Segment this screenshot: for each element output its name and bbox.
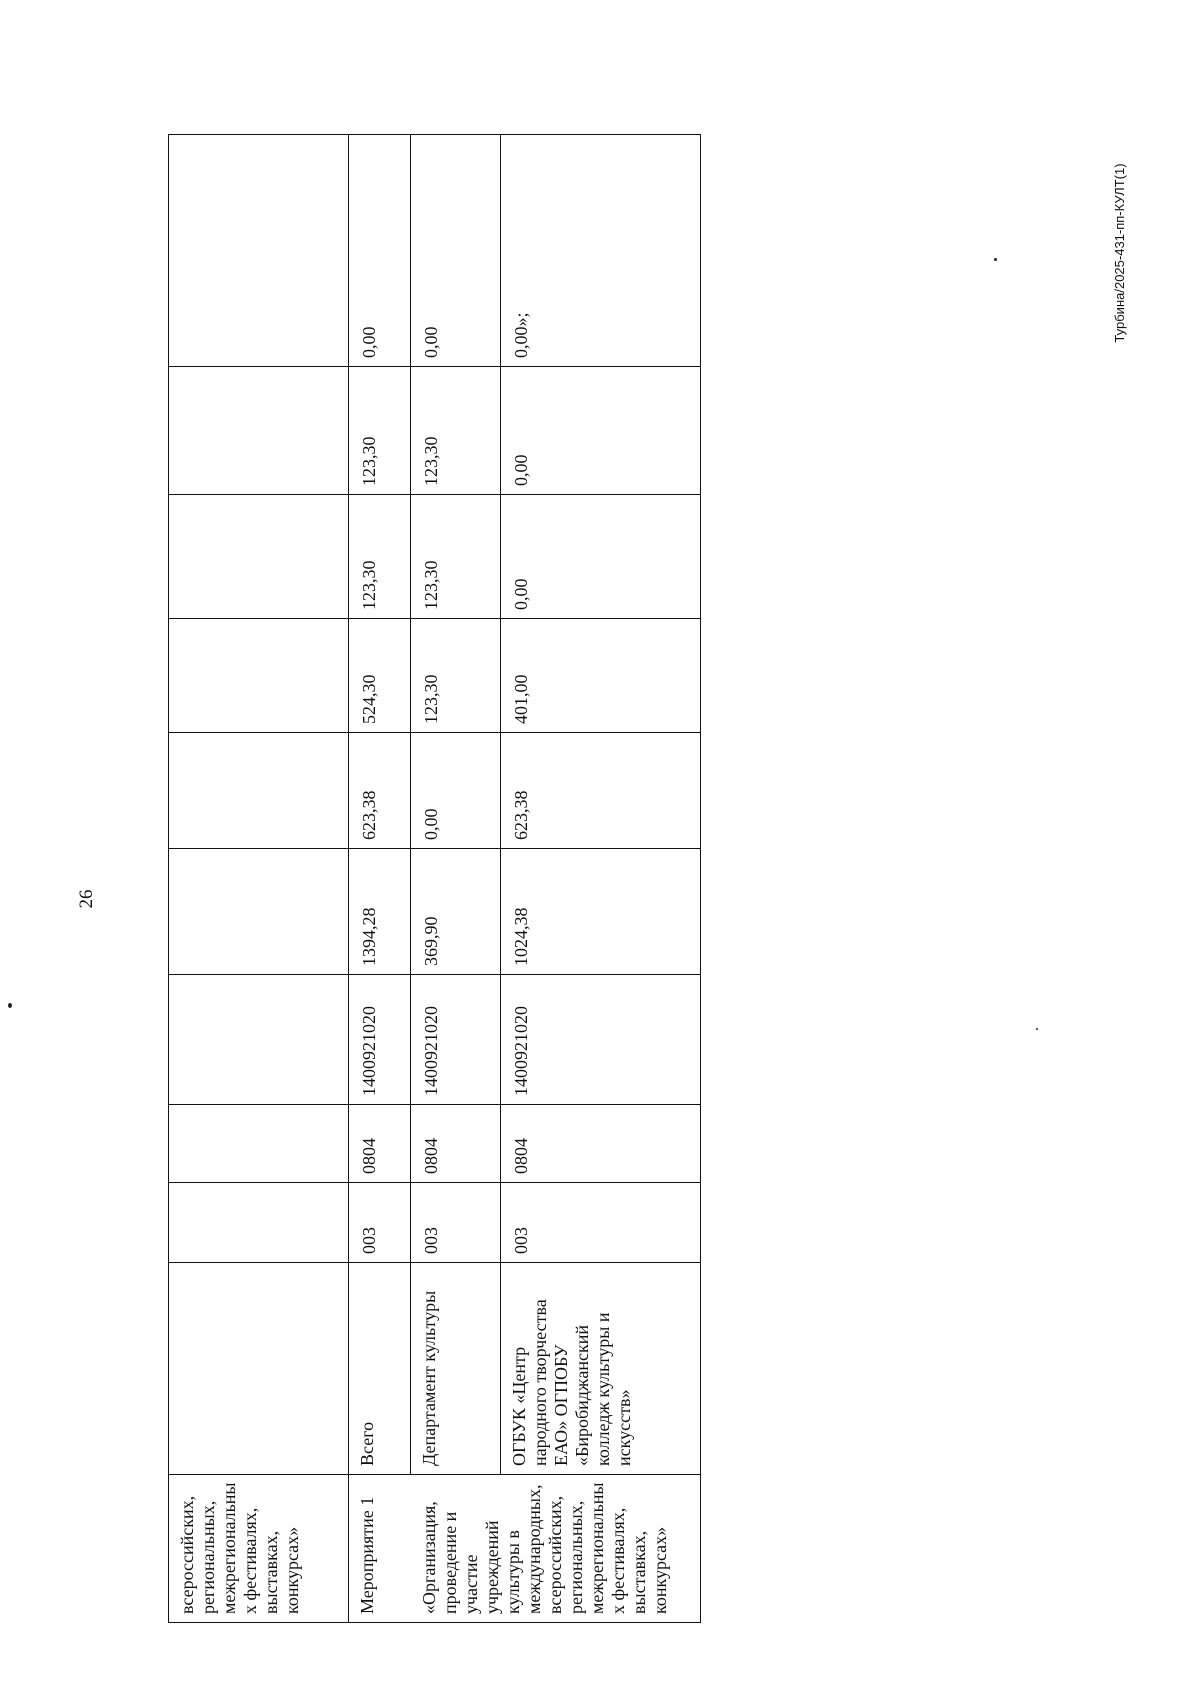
table-cell-name-measure: Мероприятие 1: [349, 1475, 411, 1623]
budget-table: [168, 134, 701, 1623]
table-cell-executor: Всего: [349, 1263, 411, 1475]
table-cell-year2: [169, 619, 349, 733]
scan-speck: [8, 1003, 12, 1008]
table-cell-executor: ОГБУК «Центр народного творчества ЕАО» ОГПОБУ «Биробиджанский колледж культуры и искусств»: [501, 1263, 701, 1475]
table-cell-year2: 401,00: [501, 619, 701, 733]
table-cell-grbs: [169, 1183, 349, 1263]
table-cell-year4: 123,30: [349, 367, 411, 495]
table-cell-year4: 123,30: [411, 367, 501, 495]
table-cell-grbs: 003: [349, 1183, 411, 1263]
table-cell-year1: [169, 733, 349, 849]
table-cell-year5: 0,00: [349, 135, 411, 367]
page-number: 26: [76, 889, 97, 909]
table-cell-year4: 0,00: [501, 367, 701, 495]
table-row-continuation: [169, 135, 349, 1623]
table-cell-year5: 0,00: [411, 135, 501, 367]
table-cell-name-measure-text: «Организация, проведение и участие учреждений культуры в международных, всероссийских, региональных, межрегиональных фестивалях, выставках, конкурсах»: [411, 1475, 701, 1623]
table-cell-year1: 0,00: [411, 733, 501, 849]
table-cell-rzpr: [169, 1105, 349, 1183]
table-cell-year4: [169, 367, 349, 495]
table-cell-total: 1024,38: [501, 849, 701, 975]
table-cell-year3: 123,30: [411, 495, 501, 619]
table-cell-rzpr: 0804: [411, 1105, 501, 1183]
scan-speck: [994, 258, 997, 261]
table-cell-year5: [169, 135, 349, 367]
table-cell-rzpr: 0804: [501, 1105, 701, 1183]
table-row-institutions: [501, 135, 701, 1623]
table-row-department: [411, 135, 501, 1623]
table-cell-csr: 1400921020: [349, 975, 411, 1105]
table-cell-year5: 0,00»;: [501, 135, 701, 367]
table-cell-name: всероссийских, региональных, межрегиональных фестивалях, выставках, конкурсах»: [169, 1475, 349, 1623]
table-cell-year3: 0,00: [501, 495, 701, 619]
document-code: Турбина/2025-431-пп-КУЛТ(1): [1112, 163, 1127, 343]
table-cell-total: [169, 849, 349, 975]
budget-table-rotated: [168, 135, 700, 1623]
table-row-total: [349, 135, 411, 1623]
table-cell-grbs: 003: [501, 1183, 701, 1263]
table-cell-csr: 1400921020: [411, 975, 501, 1105]
table-cell-total: 1394,28: [349, 849, 411, 975]
table-cell-csr: 1400921020: [501, 975, 701, 1105]
table-cell-year2: 524,30: [349, 619, 411, 733]
table-cell-rzpr: 0804: [349, 1105, 411, 1183]
table-cell-csr: [169, 975, 349, 1105]
table-cell-executor: Департамент культуры: [411, 1263, 501, 1475]
table-cell-year1: 623,38: [501, 733, 701, 849]
table-cell-total: 369,90: [411, 849, 501, 975]
scan-speck: [1036, 1028, 1038, 1030]
table-cell-executor: [169, 1263, 349, 1475]
table-cell-year1: 623,38: [349, 733, 411, 849]
table-cell-year3: 123,30: [349, 495, 411, 619]
table-cell-year3: [169, 495, 349, 619]
table-cell-year2: 123,30: [411, 619, 501, 733]
table-cell-grbs: 003: [411, 1183, 501, 1263]
